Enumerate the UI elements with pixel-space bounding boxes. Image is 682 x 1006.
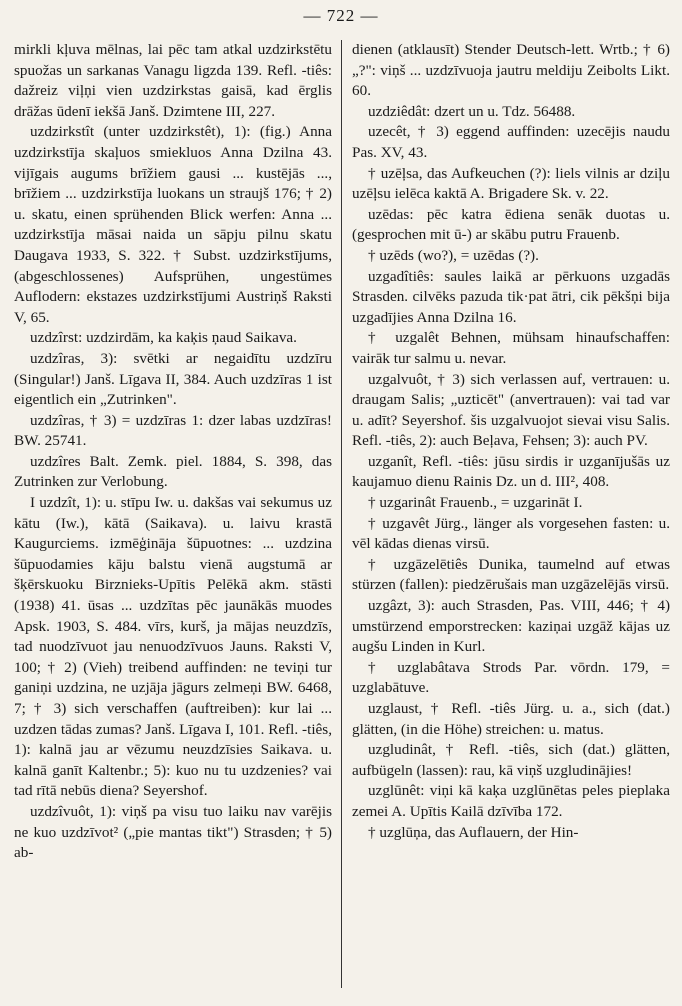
entry-text: † uzgāzelētiês Dunika, taumelnd auf etwas stürzen (fallen): piedzērušais man uzgāzelējās virsū. [352,555,670,594]
entry-text: uzdzîras, † 3) = uzdzīras 1: dzer labas uzdzīras! BW. 25741. [14,411,332,450]
entry-text: I uzdzît, 1): u. stīpu Iw. u. dakšas vai sekumus uz kātu (Iw.), kātā (Saikava). u. laivu krastā Kaugurciems. izmēģināja šūpuotnes: ... uzdzina šūpuodamies kāju balstu vienā augstumā ar šķērskuoku Birznieks-Upītis Pelēkā akm. stāsti (1938) 41. ūsas ... uzdzītas pēc jaunākās muodes Apsk. 1903, S. 484. vīrs, kurš, ja mājas neuzdzīs, tad nuodzīvuot jau nenuodzīvuos Jauns. Raksti V, 100; † 2) (Vieh) treibend auffinden: ne teviņi tur ganiņi uzdzina, ne uzjāja jāgurs zelmeņi BW. 6468, 7; † 3) sich verschaffen (auftreiben): kur lai ... uzdzen tādas zumas? Janš. Līgava I, 101. Refl. -tiês, 1): kalnā jau ar vēzumu neuzdzīsies Saikava. u. kalnā ganīt Kaltenbr.; 5): kuo nu tu uzdzenies? vai tad rītā nebūs diena? Seyershof. [14,494,332,800]
entry-text: † uzgarinât Frauenb., = uzgarināt I. [368,494,583,512]
entry-text: uzecêt, † 3) eggend auffinden: uzecējis naudu Pas. XV, 43. [352,123,670,161]
entry-text: uzganît, Refl. -tiês: jūsu sirdis ir uzganījušās uz kaujamuo dienu Rainis Dz. un d. III², 408. [352,452,670,491]
entry-text: † uzgalêt Behnen, mühsam hinaufschaffen: vairāk tur salmu u. nevar. [352,329,670,367]
entry-text: dienen (atklausīt) Stender Deutsch-lett. Wrtb.; † 6) „?": viņš ... uzdzīvuoja jautru meldiju Zeibolts Likt. 60. [352,41,670,100]
entry-text: uzdzîrst: uzdzirdām, ka kaķis ņaud Saikava. [30,329,297,347]
entry-text: uzdzîras, 3): svētki ar negaidītu uzdzīru (Singular!) Janš. Līgava II, 384. Auch uzdzīras 1 ist eigentlich ein „Zutrinken". [14,349,332,409]
right-column [352,40,670,990]
entry-text: uzglaust, † Refl. -tiês Jürg. u. a., sich (dat.) glätten, (in die Höhe) streichen: u. matus. [352,700,670,738]
entry-text: mirkli kļuva mēlnas, lai pēc tam atkal uzdzirkstētu spuožas un sarkanas Vanagu ligzda 139. Refl. -tiês: dažreiz viļņi vien uzdzirkstas gaisā, kad ērglis drāžas ūdenī iekšā Janš. Dzimtene III, 227. [14,41,332,120]
entry-text: uzēdas: pēc katra ēdiena senāk duotas u. (gesprochen mit ū-) ar skābu putru Frauenb. [352,205,670,244]
entry-text: uzglūnêt: viņi kā kaķa uzglūnētas peles pieplaka zemei A. Upītis Kailā dzīvība 172. [352,782,670,820]
column-divider [341,40,342,988]
entry-text: uzdzîvuôt, 1): viņš pa visu tuo laiku nav varējis ne kuo uzdzīvot² („pie mantas tikt") Strasden; † 5) ab- [14,802,332,862]
entry-text: uzdzirkstît (unter uzdzirkstêt), 1): (fig.) Anna uzdzirkstīja skaļuos smiekluos Anna Dzilna 43. vijīgais augums brīžiem gausi ... kustējās ..., brīžiem ... uzdzirkstīja luokans un straujš 176; † 2) u. skatu, einen sprühenden Blick werfen: Anna ... uzdzirkstīja māsai naida un sāpju pilnu skatu Daugava 1933, S. 322. † Subst. uzdzirkstījums, (abgeschlossenes) Aufsprühen, ungestümes Auflodern: ekstazes uzdzirkstījumi Austriņš Raksti V, 65. [14,123,332,326]
page-number: — 722 — [303,6,379,25]
entry-text: uzgalvuôt, † 3) sich verlassen auf, vertrauen: u. draugam Salis; „uzticēt" (anvertrauen): vai tad var u. adīt? Seyershof. šis uzgalvuojot sievai visu Salis. Refl. -tiês, 2): auch Beļava, Fehsen; 3): auch PV. [352,370,670,450]
entry-text: † uzgavêt Jürg., länger als vorgesehen fasten: u. vēl kādas dienas virsū. [352,514,670,553]
entry-text: uzgludinât, † Refl. -tiês, sich (dat.) glätten, aufbügeln (lassen): rau, kā viņš uzgludinājies! [352,741,670,779]
entry-text: † uzglūņa, das Auflauern, der Hin- [368,823,579,841]
entry-text: † uzglabâtava Strods Par. vōrdn. 179, = uzglabātuve. [352,658,670,697]
entry-text: uzdzîres Balt. Zemk. piel. 1884, S. 398, das Zutrinken zur Verlobung. [14,452,332,491]
left-column [14,40,332,990]
entry-text: uzdziêdât: dzert un u. Tdz. 56488. [368,102,576,120]
entry-text: † uzēļsa, das Aufkeuchen (?): liels vilnis ar dziļu uzēļsu ielēca kaktā A. Brigadere Sk. v. 22. [352,164,670,203]
entry-text: uzgâzt, 3): auch Strasden, Pas. VIII, 446; † 4) umstürzend emporstrecken: kaziņai uzgāž kājas uz augšu Linden in Kurl. [352,597,670,656]
entry-text: † uzēds (wo?), = uzēdas (?). [368,246,539,264]
entry-text: uzgadîtiês: saules laikā ar pērkuons uzgadās Strasden. cilvēks pazuda tik·pat ātri, cik pēkšņi bija uzgadījies Anna Dzilna 16. [352,267,670,326]
